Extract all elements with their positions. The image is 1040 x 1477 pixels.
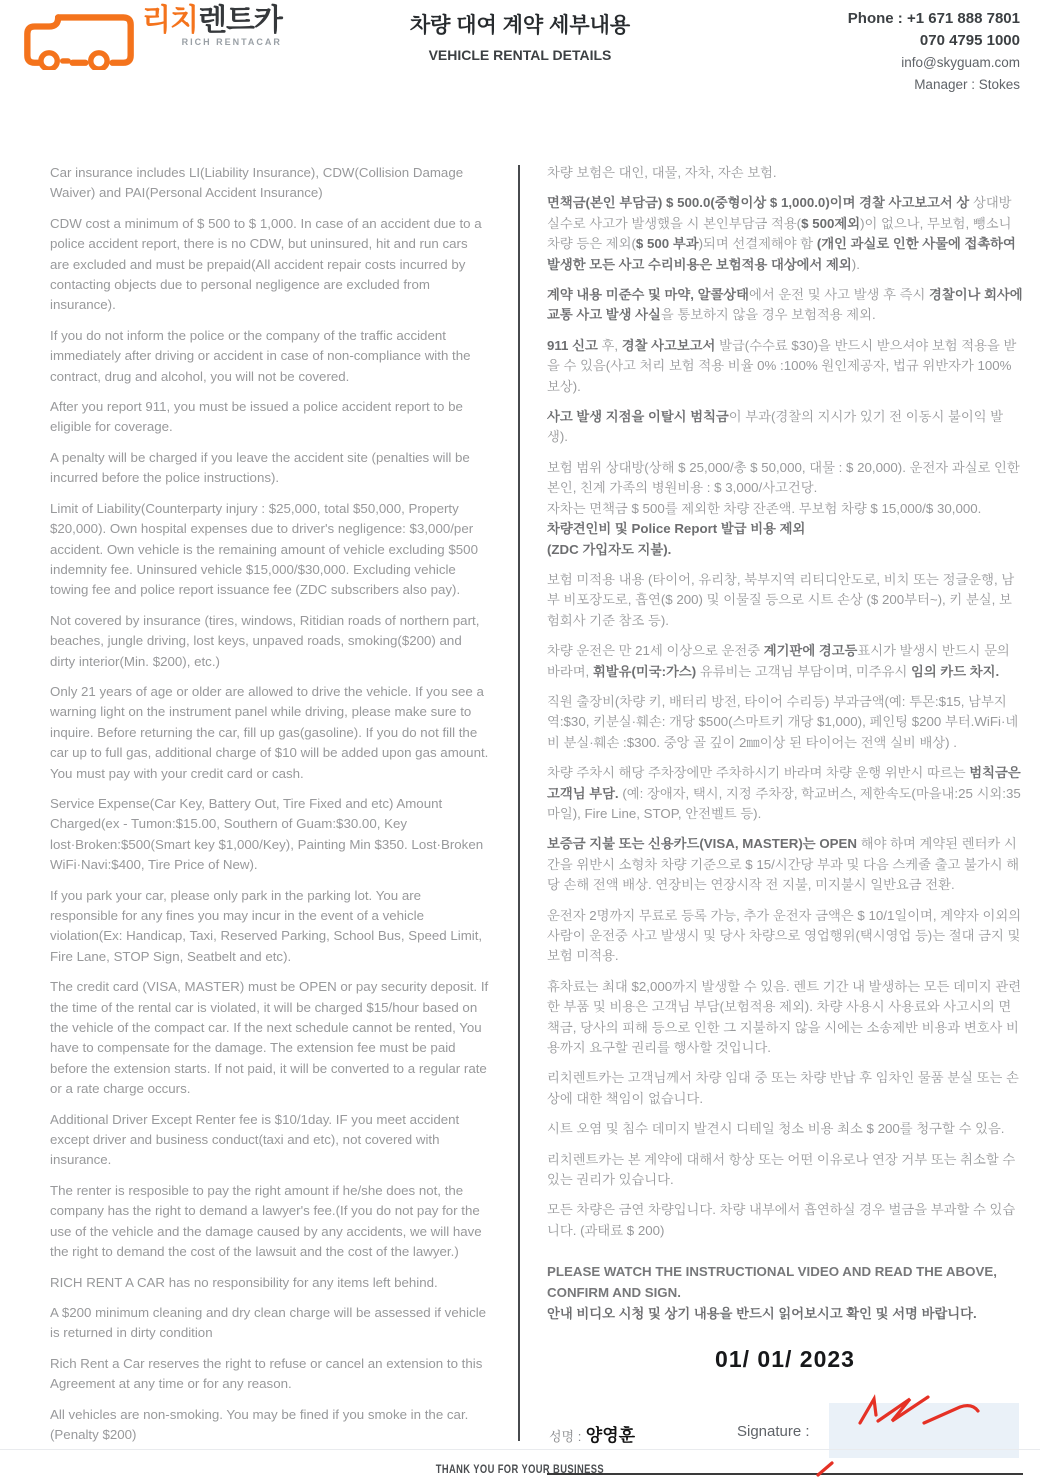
renter-name: 양영훈 [585,1426,636,1446]
paragraph: Only 21 years of age or older are allowed to drive the vehicle. If you see a warning light on the instrument panel while driving, please make sure to inquire. Before returning the car, fill up gas(gasoline). If you do not fill the car up to full gas, additional charge of $10 will be added upon gas amount. You must pay with your credit card or cash. [50,683,489,781]
paragraph: Not covered by insurance (tires, windows, Ritidian roads of northern part, beaches, jungle driving, lost keys, unpaved roads, smoking($200) and dirty interior(Min. $200), etc.) [50,612,480,669]
paragraph: Rich Rent a Car reserves the right to refuse or cancel an extension to this Agreement at any time or for any reason. [50,1355,483,1392]
paragraph: 차량 주차시 해당 주차장에만 주차하시기 바라며 차량 운행 위반시 따르는 범칙금은 고객님 부담. (예: 장애자, 택시, 지정 주차장, 학교버스, 제한속도(마을내:25 시외:35마일), Fire Line, STOP, 안전벨트 등). [547,765,1021,821]
email-address: info@skyguam.com [901,55,1020,70]
phone-number-secondary: 070 4795 1000 [919,32,1020,49]
footer-message: THANK YOU FOR YOUR BUSINESS [435,1462,605,1476]
column-divider [518,165,520,1441]
paragraph: 면책금(본인 부담금) $ 500.0(중형이상 $ 1,000.0)이며 경찰 사고보고서 상 상대방 실수로 사고가 발생했을 시 본인부담금 적용($ 500제외)이 없으나, 무보험, 뺑소니 차량 등은 제외($ 500 부과)되며 선결제해야 함 (개인 과실로 인한 사물에 접촉하여 발생한 모든 사고 수리비용은 보험적용 대상에서 제외). [547,195,1016,272]
paragraph: If you do not inform the police or the company of the traffic accident immediately after driving or accident in case of non-compliance with the contract, drug and alcohol, you will not be covered. [50,327,471,384]
page-title-english: VEHICLE RENTAL DETAILS [428,47,612,63]
paragraph: RICH RENT A CAR has no responsibility for any items left behind. [50,1274,438,1290]
name-label: 성명 : [549,1429,582,1445]
signature-label: Signature : [737,1423,810,1441]
paragraph: 계약 내용 미준수 및 마약, 알콜상태에서 운전 및 사고 발생 후 즉시 경찰이나 회사에 교통 사고 발생 사실을 통보하지 않을 경우 보험적용 제외. [547,287,1023,323]
paragraph: 직원 출장비(차량 키, 배터리 방전, 타이어 수리등) 부과금액(예: 투몬:$15, 남부지역:$30, 키분실·훼손: 개당 $500(스마트키 개당 $1,000), 페인팅 $200 부터.WiFi·네비 분실·훼손 :$300. 중앙 골 깊이 2㎜이상 된 타이어는 전액 실비 배상) . [547,693,1019,750]
paragraph: 리치렌트카는 본 계약에 대해서 항상 또는 어떤 이유로나 연장 거부 또는 취소할 수 있는 권리가 있습니다. [547,1151,1016,1188]
logo-korean-name: 리치렌트카 [142,4,282,37]
paragraph: A $200 minimum cleaning and dry clean charge will be assessed if vehicle is returned in dirty condition [50,1304,487,1341]
terms-korean-column [547,163,1023,1475]
contact-info [848,8,1020,96]
paragraph: Service Expense(Car Key, Battery Out, Tire Fixed and etc) Amount Charged(ex - Tumon:$15.00, Southern of Guam:$30.00, Key lost·Broken:$500(Smart key $1,000/Key), Painting Min $350. Lost·Broken WiFi·Navi:$400, Tire Price of New). [50,795,484,873]
paragraph: 보증금 지불 또는 신용카드(VISA, MASTER)는 OPEN 해야 하며 계약된 렌터카 시간을 위반시 소형차 차량 기준으로 $ 15/시간당 부과 및 다음 스케줄 출고 불가시 해당 손해 전액 배상. 연장비는 연장시작 전 지불, 미지불시 일반요금 전환. [547,836,1020,893]
paragraph: CDW cost a minimum of $ 500 to $ 1,000. In case of an accident due to a police accident report, there is no CDW, but uninsured, hit and run cars are excluded and must be prepaid(All accident repair costs incurred by contacting objects due to personal negligence are excluded from insurance). [50,215,482,313]
paragraph: The credit card (VISA, MASTER) must be OPEN or pay security deposit. If the time of the rental car is violated, it will be charged $15/hour based on the vehicle of the compact car. If the next schedule cannot be rented, You have to compensate for the damage. The extension fee must be paid before the extension starts. If not paid, it will be converted to a regular rate or a rate charge occurs. [50,979,489,1097]
paragraph: 911 신고 후, 경찰 사고보고서 발급(수수료 $30)을 반드시 받으셔야 보험 적용을 받을 수 있음(사고 처리 보험 적용 비율 0% :100% 원인제공자, 법규 위반자가 100% 보상). [547,337,1017,394]
paragraph: The renter is resposible to pay the right amount if he/she does not, the company has the right to demand a lawyer's fee.(If you do not pay for the use of the vehicle and the damage caused by any accidents, we will have the right to demand the cost of the lawsuit and the cost of the lawyer.) [50,1182,482,1260]
notice-korean: 안내 비디오 시청 및 상기 내용을 반드시 읽어보시고 확인 및 서명 바랍니다. [547,1306,977,1322]
paragraph: 보험 미적용 내용 (타이어, 유리창, 북부지역 리티디안도로, 비치 또는 정글운행, 남부 비포장도로, 흡연($ 200) 및 이물질 등으로 시트 손상 ($ 200부터~), 키 분실, 보험회사 기준 참조 등). [547,571,1015,628]
paragraph: 차량 운전은 만 21세 이상으로 운전중 계기판에 경고등표시가 발생시 반드시 문의 바라며, 휘발유(미국:가스) 유류비는 고객님 부담이며, 미주유시 임의 카드 차지. [547,643,1010,679]
phone-number-primary: Phone : +1 671 888 7801 [847,10,1020,27]
paragraph: All vehicles are non-smoking. You may be fined if you smoke in the car. (Penalty $200) [50,1406,469,1442]
page-title-korean: 차량 대여 계약 세부내용 [409,14,631,37]
paragraph: 차량 보험은 대인, 대물, 자차, 자손 보험. [547,165,777,180]
paragraph: If you park your car, please only park in the parking lot. You are responsible for any fines you may incur in the event of a vehicle violation(Ex: Handicap, Taxi, Reserved Parking, School Bus, Speed Limit, Fire Lane, STOP Sign, Seatbelt and etc). [50,887,483,964]
renter-name-group [549,1421,635,1446]
notice-english: PLEASE WATCH THE INSTRUCTIONAL VIDEO AND READ THE ABOVE, CONFIRM AND SIGN. [547,1264,997,1301]
manager-name: Manager : Stokes [914,77,1020,92]
page-footer [0,1449,1040,1477]
paragraph: 보험 범위 상대방(상해 $ 25,000/총 $ 50,000, 대물 : $ 20,000). 운전자 과실로 인한 본인, 친계 가족의 병원비용 : $ 3,000/사고건당. 자차는 면책금 $ 500를 제외한 차량 잔존액. 무보험 차량 $ 15,000/$ 30,000. 차량견인비 및 Police Report 발급 비용 제외 (ZDC 가입자도 지불). [547,459,1020,557]
paragraph: 시트 오염 및 침수 데미지 발견시 디테일 청소 비용 최소 $ 200를 청구할 수 있음. [547,1121,1005,1137]
paragraph: 휴차료는 최대 $2,000까지 발생할 수 있음. 렌트 기간 내 발생하는 모든 데미지 관련한 부품 및 비용은 고객님 부담(보험적용 제외). 차량 사용시 사용료와 사고시의 면책금, 당사의 피해 등으로 인한 그 지불하지 않을 시에는 소송제반 비용과 변호사 비용까지 요구할 권리를 행사할 것입니다. [547,978,1022,1056]
paragraph: 리치렌트카는 고객님께서 차량 임대 중 또는 차량 반납 후 임차인 물품 분실 또는 손상에 대한 책임이 없습니다. [547,1070,1019,1106]
paragraph: After you report 911, you must be issued a police accident report to be eligible for coverage. [50,399,463,435]
paragraph: 모든 차량은 금연 차량입니다. 차량 내부에서 흡연하실 경우 벌금을 부과할 수 있습니다. (과태료 $ 200) [547,1202,1016,1238]
terms-english-column [50,163,490,1455]
paragraph: 운전자 2명까지 무료로 등록 가능, 추가 운전자 금액은 $ 10/1일이며, 계약자 이외의 사람이 운전중 사고 발생시 및 당사 차량으로 영업행위(택시영업 등)는 절대 금지 및 보험 미적용. [547,907,1022,964]
paragraph: Additional Driver Except Renter fee is $10/1day. IF you meet accident except driver and business conduct(taxi and etc), not covered with insurance. [50,1111,460,1168]
paragraph: Car insurance includes LI(Liability Insurance), CDW(Collision Damage Waiver) and PAI(Personal Accident Insurance) [50,165,464,201]
paragraph: 사고 발생 지점을 이탈시 범칙금이 부과(경찰의 지시가 있기 전 이동시 불이익 발생). [547,409,1004,445]
paragraph: Limit of Liability(Counterparty injury : $25,000, total $50,000, Property $20,000). Own hospital expenses due to driver's negligence: $3,000/per accident. Own vehicle is the remaining amount of vehicle excluding $500 indemnity fee. Uninsured vehicle $15,000/$30,000. Excluding vehicle towing fee and police report issuance fee (ZDC subscribers also pay). [50,500,478,598]
confirmation-notice [547,1261,1023,1324]
contract-date: 01/ 01/ 2023 [715,1346,855,1373]
korean-paragraphs [547,163,1023,1241]
paragraph: A penalty will be charged if you leave the accident site (penalties will be incurred before the police instructions). [50,449,470,486]
logo-subtext: RICH RENTACAR [181,37,282,47]
